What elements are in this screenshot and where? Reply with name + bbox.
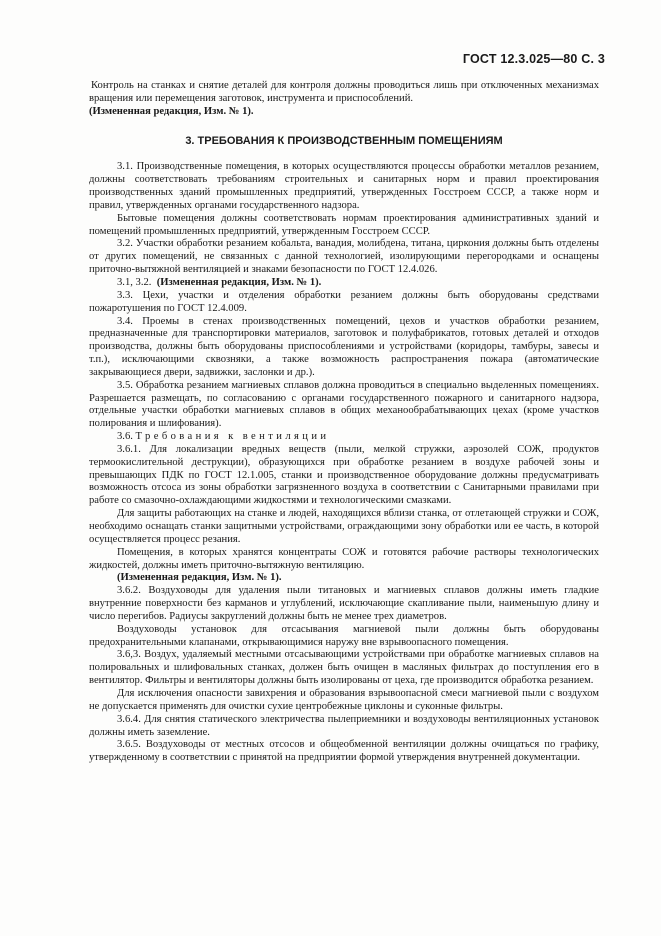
paragraph-3-6-1-protection: Для защиты работающих на станке и людей, находящихся вблизи станка, от отлетающей стружки и СОЖ, необходимо оснащать станки защитными устройствами, ограждающими зону обработки или ее часть, в которой осуществляется процесс резания. (89, 508, 599, 545)
paragraph-3-6-3: 3.6,3. Воздух, удаляемый местными отсасывающими устройствами при обработке магниевых сплавов на полировальных и шлифовальных станках, должен быть очищен в масляных фильтрах до поступления его в вентилятор. Фильтры и вентиляторы должны быть изолированы от цеха, где производится обработка резанием. (89, 649, 599, 687)
paragraph-3-3: 3.3. Цехи, участки и отделения обработки резанием должны быть оборудованы средствами пожаротушения по ГОСТ 12.4.009. (89, 289, 599, 314)
paragraph-3-1-household: Бытовые помещения должны соответствовать нормам проектирования административных зданий и помещений промышленных предприятий, утвержденным Госстроем СССР. (89, 212, 599, 237)
amendment-3-1-3-2-note: (Измененная редакция, Изм. № 1). (156, 276, 322, 288)
paragraph-3-6-2-valves: Воздуховоды установок для отсасывания магниевой пыли должны быть оборудованы предохранительными клапанами, открывающимися наружу вне взрывоопасного помещения. (89, 623, 599, 648)
paragraph-3-1: 3.1. Производственные помещения, в которых осуществляются процессы обработки металлов резанием, должны соответствовать требованиям строительных и санитарных норм и правил проектирования производственных зданий промышленных предприятий, утвержденных Госстроем СССР, а также норм и правил, утвержденных органами государственного надзора. (89, 161, 599, 211)
document-body (89, 80, 599, 765)
amendment-note: (Измененная редакция, Изм. № 1). (89, 105, 254, 117)
subsection-3-6-title: Требования к вентиляции (135, 431, 330, 443)
paragraph-3-6-5: 3.6.5. Воздуховоды от местных отсосов и общеобменной вентиляции должны очищаться по графику, утвержденному в соответствии с принятой на предприятии формой утверждения внутренней документации. (89, 739, 599, 764)
paragraph-3-5: 3.5. Обработка резанием магниевых сплавов должна проводиться в специально выделенных помещениях. Разрешается размещать, по согласованию с органами государственного пожарного и санитарного надзора, отдельные участки обработки магниевых сплавов в общих механообрабатывающих цехах (кроме участков полирования и шлифования). (89, 379, 599, 430)
paragraph-3-6-4: 3.6.4. Для снятия статического электричества пылеприемники и воздуховоды вентиляционных установок должны иметь заземление. (89, 713, 599, 738)
amendment-3-1-3-2 (89, 277, 599, 290)
page-header: ГОСТ 12.3.025—80 С. 3 (462, 52, 605, 66)
paragraph-3-6-3-cyclones: Для исключения опасности завихрения и образования взрывоопасной смеси магниевой пыли с воздухом не допускается применять для очистки сухие центробежные циклоны и суконные фильтры. (89, 687, 599, 712)
paragraph-3-4: 3.4. Проемы в стенах производственных помещений, цехов и участков обработки резанием, предназначенные для транспортировки материалов, заготовок и полуфабрикатов, готовых деталей и отходов производства, должны быть оборудованы приспособлениями и устройствами (коридоры, тамбуры, завесы и т.п.), исключающими сквозняки, а также возможность распространения пожара (автоматические закрывающиеся двери, задвижки, заслонки и др.). (89, 315, 599, 378)
amendment-3-1-3-2-number: 3.1, 3.2. (117, 276, 152, 288)
paragraph-3-6-1: 3.6.1. Для локализации вредных веществ (пыли, мелкой стружки, аэрозолей СОЖ, продуктов термоокислительной деструкции), образующихся при обработке резанием в воздухе рабочей зоны и превышающих ПДК по ГОСТ 12.1.005, станки и производственное оборудование должны предусматривать возможность отсоса из зоны обработки загрязненного воздуха в соответствии с Санитарными правилами при работе со смазочно-охлаждающими жидкостями и технологическими смазками. (89, 443, 599, 507)
subsection-3-6-number: 3.6. (117, 431, 133, 443)
subsection-3-6-heading (89, 431, 599, 444)
paragraph-3-6-2: 3.6.2. Воздуховоды для удаления пыли титановых и магниевых сплавов должны иметь гладкие внутренние поверхности без карманов и углублений, исключающие скапливание пыли, наименьшую длину и число перегибов. Радиусы закруглений должны быть не менее трех диаметров. (89, 585, 599, 622)
paragraph-3-6-1-storage: Помещения, в которых хранятся концентраты СОЖ и готовятся рабочие растворы технологических жидкостей, должны иметь приточно-вытяжную вентиляцию. (89, 546, 599, 571)
amendment-3-6-1: (Измененная редакция, Изм. № 1). (117, 572, 282, 584)
section-heading: 3. ТРЕБОВАНИЯ К ПРОИЗВОДСТВЕННЫМ ПОМЕЩЕНИЯМ (185, 134, 503, 147)
paragraph-3-2: 3.2. Участки обработки резанием кобальта, ванадия, молибдена, титана, циркония должны быть отделены от других помещений, не связанных с данной технологией, изолирующими перегородками и оснащены приточно-вытяжной вентиляцией и знаками безопасности по ГОСТ 12.4.026. (89, 238, 599, 276)
intro-paragraph: Контроль на станках и снятие деталей для контроля должны проводиться лишь при отключенных механизмах вращения или перемещения заготовок, инструмента и приспособлений. (89, 80, 599, 104)
